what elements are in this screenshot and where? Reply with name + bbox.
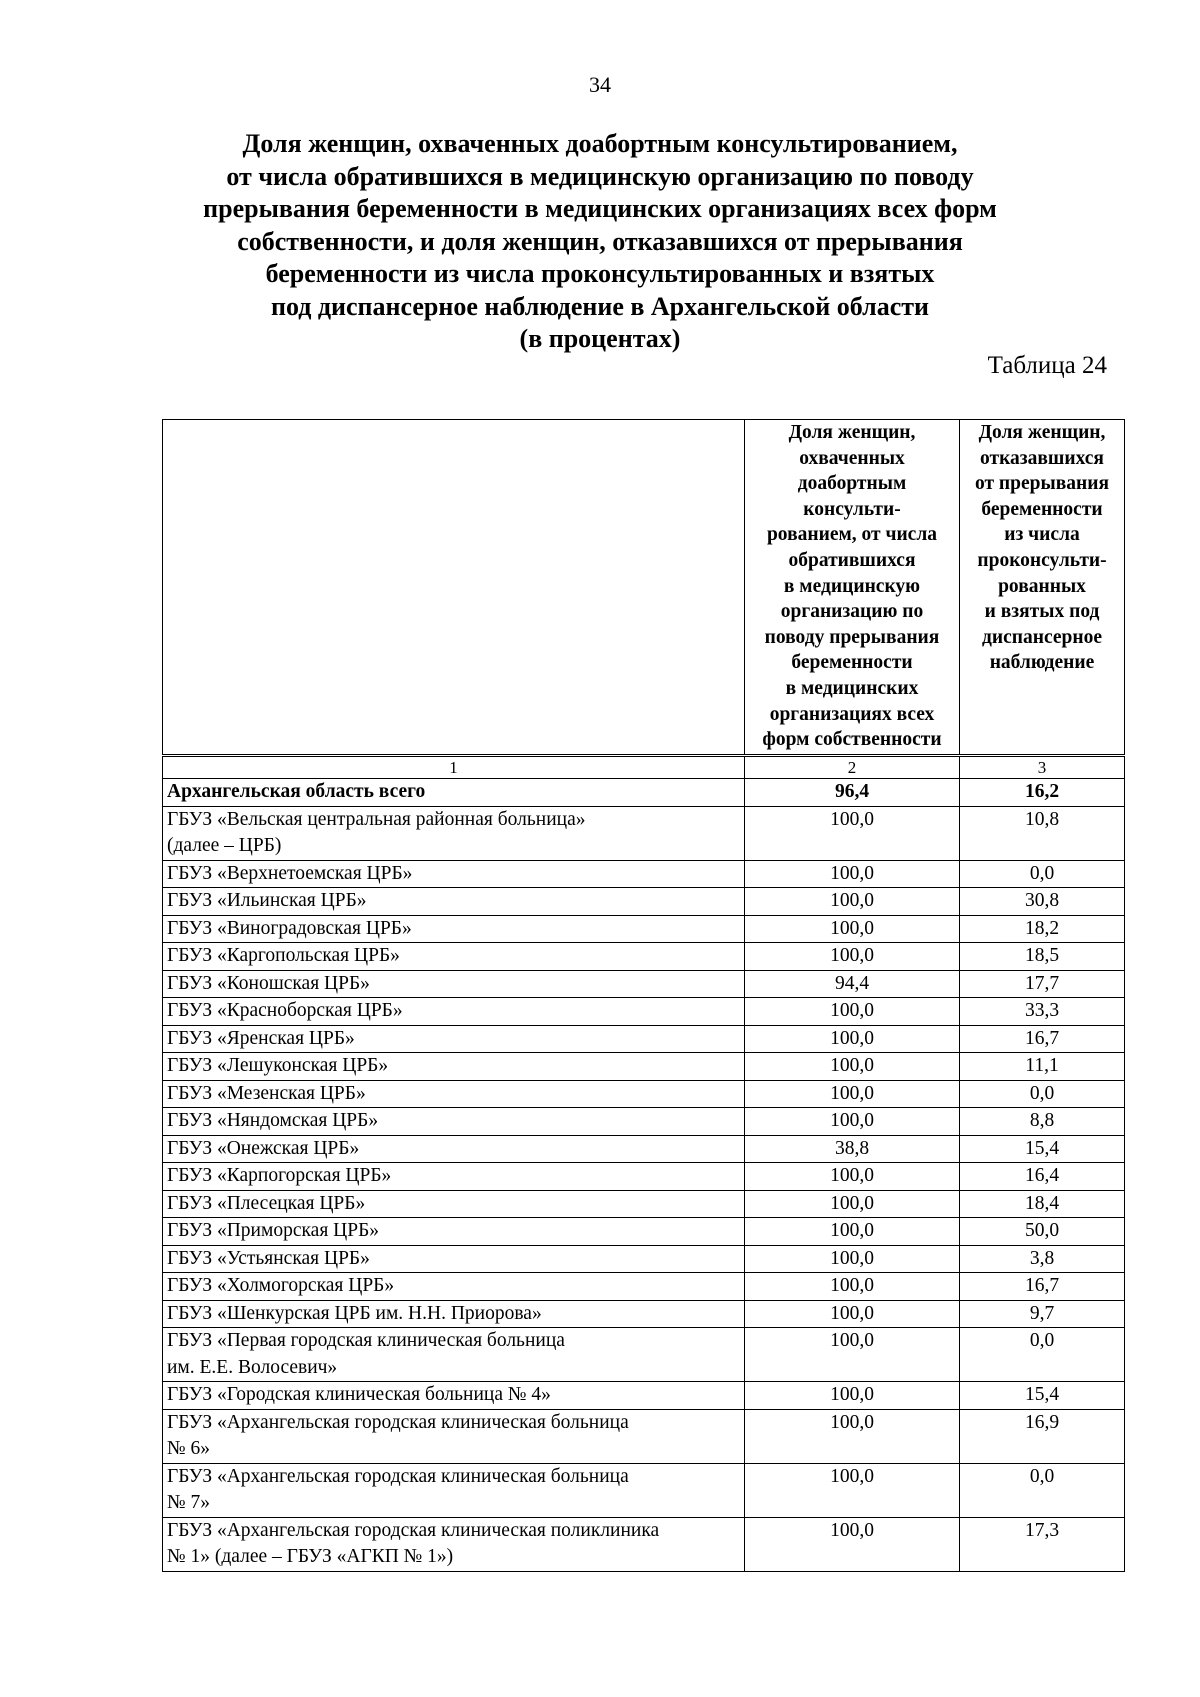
organization-name	[163, 1382, 745, 1410]
consultation-share-value: 100,0	[745, 1080, 960, 1108]
table-row	[163, 1300, 1125, 1328]
organization-name-line: № 7»	[167, 1492, 210, 1513]
consultation-share-value: 100,0	[745, 943, 960, 971]
table-row	[163, 970, 1125, 998]
table-row	[163, 806, 1125, 860]
consultation-share-value: 100,0	[745, 806, 960, 860]
table-row	[163, 1218, 1125, 1246]
header-cell-col1	[163, 420, 745, 756]
organization-name	[163, 998, 745, 1026]
organization-name-line: ГБУЗ «Первая городская клиническая больница	[167, 1330, 565, 1351]
organization-name	[163, 1300, 745, 1328]
header-line: и взятых под	[984, 601, 1100, 623]
table-row	[163, 1328, 1125, 1382]
table-row	[163, 1382, 1125, 1410]
consultation-share-value: 100,0	[745, 1190, 960, 1218]
table-row	[163, 1190, 1125, 1218]
title-line: прерывания беременности в медицинских организациях всех форм	[203, 194, 997, 223]
table-row	[163, 1053, 1125, 1081]
title-line: от числа обратившихся в медицинскую организацию по поводу	[226, 161, 974, 191]
header-line: охваченных	[799, 447, 905, 469]
consultation-share-value: 100,0	[745, 1273, 960, 1301]
header-line: консульти-	[803, 498, 901, 520]
header-line: организацию по	[780, 601, 924, 623]
column-number-row	[163, 756, 1125, 779]
organization-name-line: ГБУЗ «Плесецкая ЦРБ»	[167, 1192, 366, 1214]
title-line: беременности из числа проконсультированных и взятых	[265, 259, 935, 288]
consultation-share-value: 100,0	[745, 915, 960, 943]
table-row	[163, 1080, 1125, 1108]
consultation-share-value: 100,0	[745, 1245, 960, 1273]
column-number: 1	[163, 756, 745, 779]
refusal-share-value: 0,0	[960, 1463, 1125, 1517]
header-line: наблюдение	[989, 652, 1095, 674]
organization-name	[163, 1409, 745, 1463]
header-line: проконсульти-	[977, 549, 1107, 571]
refusal-share-value: 17,7	[960, 970, 1125, 998]
header-line: поводу прерывания	[764, 626, 940, 648]
consultation-share-value: 100,0	[745, 1409, 960, 1463]
organization-name-line: (далее – ЦРБ)	[167, 835, 282, 856]
organization-name	[163, 1135, 745, 1163]
consultation-share-value: 100,0	[745, 1053, 960, 1081]
refusal-share-value: 0,0	[960, 860, 1125, 888]
organization-name-line: ГБУЗ «Вельская центральная районная больница»	[167, 808, 586, 830]
table-label: Таблица 24	[987, 352, 1107, 379]
consultation-share-value: 100,0	[745, 1328, 960, 1382]
organization-name-line: ГБУЗ «Приморская ЦРБ»	[167, 1220, 380, 1241]
header-cell-col2	[745, 420, 960, 756]
column-number: 2	[745, 756, 960, 779]
organization-name	[163, 1053, 745, 1081]
consultation-share-value: 100,0	[745, 1025, 960, 1053]
consultation-share-value: 38,8	[745, 1135, 960, 1163]
header-line: в медицинскую	[783, 575, 921, 597]
organization-name-line: ГБУЗ «Ильинская ЦРБ»	[167, 890, 367, 911]
organization-name	[163, 1163, 745, 1191]
header-line: форм собственности	[762, 729, 942, 751]
refusal-share-value: 11,1	[960, 1053, 1125, 1081]
organization-name-line: ГБУЗ «Архангельская городская клиническая больница	[167, 1411, 629, 1433]
organization-name	[163, 1108, 745, 1136]
header-line: от прерывания	[974, 473, 1110, 495]
total-value-col2: 96,4	[745, 779, 960, 807]
organization-name-line: ГБУЗ «Лешуконская ЦРБ»	[167, 1055, 389, 1076]
data-table	[162, 419, 1125, 1572]
refusal-share-value: 15,4	[960, 1382, 1125, 1410]
header-line: беременности	[981, 498, 1103, 520]
table-row	[163, 943, 1125, 971]
organization-name-line: ГБУЗ «Няндомская ЦРБ»	[167, 1110, 379, 1131]
organization-name	[163, 1080, 745, 1108]
table-row	[163, 1273, 1125, 1301]
organization-name	[163, 1463, 745, 1517]
organization-name-line: ГБУЗ «Архангельская городская клиническая поликлиника	[167, 1519, 660, 1541]
refusal-share-value: 16,7	[960, 1025, 1125, 1053]
header-line: отказавшихся	[980, 447, 1104, 469]
organization-name-line: ГБУЗ «Шенкурская ЦРБ им. Н.Н. Приорова»	[167, 1302, 542, 1324]
organization-name-line: ГБУЗ «Красноборская ЦРБ»	[167, 1000, 403, 1021]
header-line: из числа	[1004, 524, 1080, 546]
consultation-share-value: 100,0	[745, 1463, 960, 1517]
table-row	[163, 1025, 1125, 1053]
table-row	[163, 1108, 1125, 1136]
total-row	[163, 779, 1125, 807]
consultation-share-value: 100,0	[745, 1382, 960, 1410]
consultation-share-value: 100,0	[745, 1300, 960, 1328]
table-row	[163, 1463, 1125, 1517]
refusal-share-value: 16,9	[960, 1409, 1125, 1463]
consultation-share-value: 100,0	[745, 888, 960, 916]
consultation-share-value: 100,0	[745, 860, 960, 888]
organization-name-line: ГБУЗ «Коношская ЦРБ»	[167, 972, 370, 994]
header-line: беременности	[791, 652, 913, 674]
table-row	[163, 1409, 1125, 1463]
refusal-share-value: 18,5	[960, 943, 1125, 971]
organization-name-line: ГБУЗ «Мезенская ЦРБ»	[167, 1082, 366, 1104]
consultation-share-value: 100,0	[745, 998, 960, 1026]
header-line: Доля женщин,	[978, 422, 1106, 443]
refusal-share-value: 10,8	[960, 806, 1125, 860]
column-number: 3	[960, 756, 1125, 779]
total-value-col3: 16,2	[960, 779, 1125, 807]
organization-name	[163, 1190, 745, 1218]
refusal-share-value: 18,4	[960, 1190, 1125, 1218]
total-name: Архангельская область всего	[163, 779, 745, 807]
header-line: доабортным	[797, 473, 907, 495]
refusal-share-value: 8,8	[960, 1108, 1125, 1136]
organization-name	[163, 1245, 745, 1273]
organization-name	[163, 943, 745, 971]
header-line: обратившихся	[788, 549, 916, 571]
consultation-share-value: 100,0	[745, 1163, 960, 1191]
organization-name-line: № 6»	[167, 1438, 210, 1459]
table-row	[163, 888, 1125, 916]
header-line: организациях всех	[769, 703, 935, 725]
header-line: Доля женщин,	[788, 422, 916, 443]
title-line: (в процентах)	[519, 324, 681, 353]
consultation-share-value: 100,0	[745, 1218, 960, 1246]
table-header-row	[163, 420, 1125, 756]
table-row	[163, 915, 1125, 943]
table-row	[163, 1517, 1125, 1571]
organization-name	[163, 860, 745, 888]
table-row	[163, 860, 1125, 888]
title-line: собственности, и доля женщин, отказавшихся от прерывания	[237, 226, 963, 256]
refusal-share-value: 9,7	[960, 1300, 1125, 1328]
refusal-share-value: 17,3	[960, 1517, 1125, 1571]
organization-name	[163, 915, 745, 943]
refusal-share-value: 33,3	[960, 998, 1125, 1026]
refusal-share-value: 16,7	[960, 1273, 1125, 1301]
consultation-share-value: 100,0	[745, 1517, 960, 1571]
consultation-share-value: 94,4	[745, 970, 960, 998]
page-number: 34	[589, 72, 611, 97]
organization-name-line: ГБУЗ «Каргопольская ЦРБ»	[167, 945, 400, 966]
organization-name-line: ГБУЗ «Онежская ЦРБ»	[167, 1137, 360, 1159]
table-row	[163, 1135, 1125, 1163]
organization-name-line: ГБУЗ «Яренская ЦРБ»	[167, 1027, 355, 1049]
refusal-share-value: 18,2	[960, 915, 1125, 943]
organization-name	[163, 970, 745, 998]
organization-name-line: № 1» (далее – ГБУЗ «АГКП № 1»)	[167, 1546, 454, 1567]
organization-name-line: ГБУЗ «Архангельская городская клиническая больница	[167, 1465, 629, 1487]
refusal-share-value: 0,0	[960, 1080, 1125, 1108]
refusal-share-value: 0,0	[960, 1328, 1125, 1382]
document-title	[150, 128, 1050, 356]
title-line: под диспансерное наблюдение в Архангельской области	[270, 291, 930, 321]
refusal-share-value: 30,8	[960, 888, 1125, 916]
title-line: Доля женщин, охваченных доабортным консультированием,	[242, 129, 958, 158]
organization-name	[163, 1273, 745, 1301]
header-line: диспансерное	[981, 626, 1102, 648]
organization-name-line: ГБУЗ «Верхнетоемская ЦРБ»	[167, 862, 413, 884]
refusal-share-value: 15,4	[960, 1135, 1125, 1163]
organization-name-line: ГБУЗ «Карпогорская ЦРБ»	[167, 1165, 392, 1186]
organization-name	[163, 888, 745, 916]
organization-name-line: ГБУЗ «Виноградовская ЦРБ»	[167, 917, 412, 939]
header-line: рованных	[998, 575, 1086, 597]
organization-name	[163, 1328, 745, 1382]
organization-name-line: ГБУЗ «Холмогорская ЦРБ»	[167, 1275, 395, 1296]
organization-name-line: им. Е.Е. Волосевич»	[167, 1356, 338, 1378]
refusal-share-value: 3,8	[960, 1245, 1125, 1273]
header-line: в медицинских	[785, 677, 919, 699]
organization-name	[163, 1517, 745, 1571]
table-row	[163, 1245, 1125, 1273]
organization-name	[163, 806, 745, 860]
organization-name	[163, 1025, 745, 1053]
table-row	[163, 1163, 1125, 1191]
table-row	[163, 998, 1125, 1026]
organization-name	[163, 1218, 745, 1246]
header-cell-col3	[960, 420, 1125, 756]
consultation-share-value: 100,0	[745, 1108, 960, 1136]
header-line: рованием, от числа	[766, 524, 938, 546]
refusal-share-value: 16,4	[960, 1163, 1125, 1191]
refusal-share-value: 50,0	[960, 1218, 1125, 1246]
organization-name-line: ГБУЗ «Устьянская ЦРБ»	[167, 1247, 370, 1269]
organization-name-line: ГБУЗ «Городская клиническая больница № 4»	[167, 1384, 551, 1405]
